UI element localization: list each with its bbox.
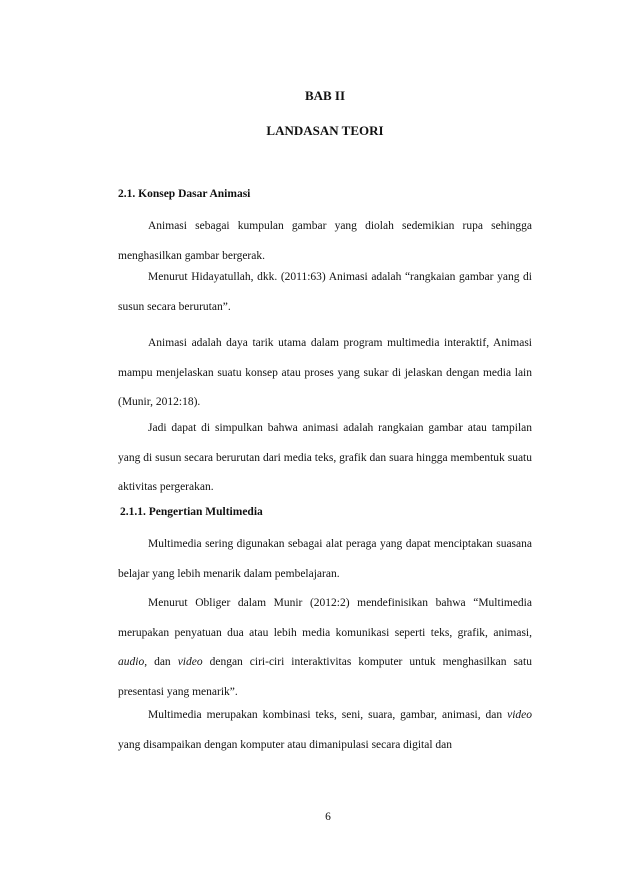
paragraph-multimedia-alat-peraga: Multimedia sering digunakan sebagai alat peraga yang dapat menciptakan suasana belajar yang lebih menarik dalam pembelajaran. (118, 538, 532, 580)
chapter-title: LANDASAN TEORI (266, 123, 384, 138)
obliger-text-part-3: dengan ciri-ciri interaktivitas komputer untuk menghasilkan satu presentasi yang menarik”. (118, 656, 532, 698)
obliger-text-part-2: , dan (144, 656, 178, 668)
paragraph-animasi-definition: Animasi sebagai kumpulan gambar yang diolah sedemikian rupa sehingga menghasilkan gambar bergerak. (118, 220, 532, 262)
video-term: video (177, 656, 203, 668)
obliger-text-part-1: Menurut Obliger dalam Munir (2012:2) mendefinisikan bahwa “Multimedia merupakan penyatuan dua atau lebih media komunikasi seperti teks, grafik, animasi, (118, 597, 532, 639)
kombinasi-text-part-2: yang disampaikan dengan komputer atau dimanipulasi secara digital dan (118, 738, 453, 751)
section-heading-2-1: 2.1. Konsep Dasar Animasi (118, 188, 251, 200)
page-number: 6 (325, 811, 331, 823)
audio-term: audio (118, 656, 145, 668)
kombinasi-text-part-1: Multimedia merupakan kombinasi teks, seni, suara, gambar, animasi, dan (148, 709, 508, 721)
paragraph-hidayatullah-quote: Menurut Hidayatullah, dkk. (2011:63) Animasi adalah “rangkaian gambar yang di susun secara berurutan”. (118, 271, 532, 313)
video-term-2: video (507, 709, 532, 721)
section-heading-2-1-1: 2.1.1. Pengertian Multimedia (120, 506, 263, 518)
paragraph-multimedia-kombinasi (118, 701, 532, 760)
paragraph-animasi-daya-tarik: Animasi adalah daya tarik utama dalam program multimedia interaktif, Animasi mampu menjelaskan suatu konsep atau proses yang sukar di jelaskan dengan media lain (Munir, 2012:18). (118, 337, 532, 408)
paragraph-obliger-definition (118, 589, 532, 707)
chapter-number: BAB II (304, 88, 346, 103)
paragraph-kesimpulan-animasi: Jadi dapat di simpulkan bahwa animasi adalah rangkaian gambar atau tampilan yang di susun secara berurutan dari media teks, grafik dan suara hingga membentuk suatu aktivitas pergerakan. (118, 422, 532, 493)
